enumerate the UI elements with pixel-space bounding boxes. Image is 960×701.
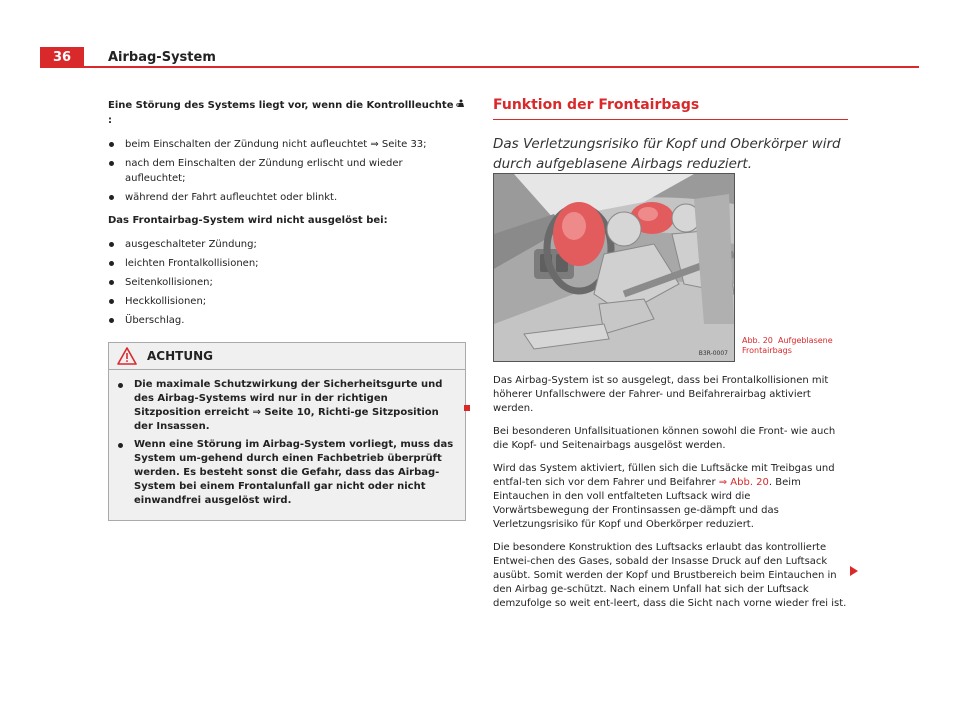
fault-intro <box>108 98 466 128</box>
right-column <box>493 98 848 174</box>
continue-arrow-icon <box>850 566 858 576</box>
body-text <box>493 374 848 620</box>
figure <box>493 173 845 363</box>
section-title: Funktion der Frontairbags <box>493 98 848 120</box>
list-item: beim Einschalten der Zündung nicht aufleuchtet ⇒ Seite 33; <box>108 137 466 152</box>
airbag-illustration <box>493 173 735 362</box>
paragraph-text: Wird das System aktiviert, füllen sich die Luftsäcke mit Treibgas und entfal-ten sich vor dem Fahrer und Beifahrer <box>493 463 835 488</box>
list-item: nach dem Einschalten der Zündung erlischt und wieder aufleuchtet; <box>108 156 466 186</box>
section-subtitle: Das Verletzungsrisiko für Kopf und Oberkörper wird durch aufgeblasene Airbags reduziert. <box>493 136 841 172</box>
warning-title: ACHTUNG <box>147 348 213 363</box>
warning-triangle-icon <box>117 347 137 365</box>
list-item: Überschlag. <box>108 313 466 328</box>
left-column <box>108 98 466 521</box>
page-header-title: Airbag-System <box>108 50 216 65</box>
paragraph-text: . Beim Eintauchen in den voll entfalteten Luftsack wird die Vorwärtsbewegung der Frontinsassen ge-dämpft und das Verletzungsrisiko für Kopf und Oberkörper reduziert. <box>493 477 801 530</box>
fault-intro-end: : <box>108 115 112 126</box>
list-item: während der Fahrt aufleuchtet oder blinkt. <box>108 190 466 205</box>
list-item: ausgeschalteter Zündung; <box>108 237 466 252</box>
airbag-warning-lamp-icon <box>456 99 465 109</box>
list-item: Seitenkollisionen; <box>108 275 466 290</box>
fault-intro-text: Eine Störung des Systems liegt vor, wenn die Kontrollleuchte <box>108 100 454 111</box>
paragraph: Das Airbag-System ist so ausgelegt, dass bei Frontalkollisionen mit höherer Unfallschwere der Fahrer- und Beifahrerairbag aktiviert werden. <box>493 375 829 414</box>
airbag-illustration-drawing <box>494 174 734 361</box>
figure-caption <box>742 336 845 356</box>
paragraph: Die besondere Konstruktion des Luftsacks erlaubt das kontrollierte Entwei-chen des Gases, sobald der Insasse Druck auf den Luftsack ausübt. Somit werden der Kopf und Brustbereich beim Eintauchen in den Airbag ge-schützt. Nach einem Unfall hat sich der Luftsack demzufolge so weit ent-leert, dass die Sicht nach vorne wieder frei ist. <box>493 542 847 609</box>
fault-list <box>108 137 466 205</box>
list-item: leichten Frontalkollisionen; <box>108 256 466 271</box>
page-number: 36 <box>40 47 84 68</box>
figure-cross-reference-link[interactable]: ⇒ Abb. 20 <box>718 477 769 488</box>
figure-caption-text: Aufgeblasene Frontairbags <box>742 336 833 355</box>
warning-list <box>117 378 457 508</box>
paragraph: Bei besonderen Unfallsituationen können sowohl die Front- wie auch die Kopf- und Seitenairbags ausgelöst werden. <box>493 426 836 451</box>
list-item: Heckkollisionen; <box>108 294 466 309</box>
warning-header <box>109 343 465 370</box>
warning-body <box>109 370 465 520</box>
not-triggered-heading: Das Frontairbag-System wird nicht ausgelöst bei: <box>108 215 388 226</box>
header-rule <box>84 66 919 68</box>
warning-box <box>108 342 466 521</box>
not-triggered-list <box>108 237 466 328</box>
list-item: Die maximale Schutzwirkung der Sicherheitsgurte und des Airbag-Systems wird nur in der richtigen Sitzposition erreicht ⇒ Seite 10, Richti-ge Sitzposition der Insassen. <box>117 378 457 434</box>
list-item: Wenn eine Störung im Airbag-System vorliegt, muss das System um-gehend durch einen Fachbetrieb überprüft werden. Es besteht sonst die Gefahr, dass das Airbag-System bei einem Frontalunfall gar nicht oder nicht einwandfrei ausgelöst wird. <box>117 438 457 508</box>
paragraph <box>493 462 848 532</box>
figure-caption-number: Abb. 20 <box>742 336 773 345</box>
section-end-marker <box>464 405 470 411</box>
figure-code: B3R-0007 <box>698 350 728 357</box>
